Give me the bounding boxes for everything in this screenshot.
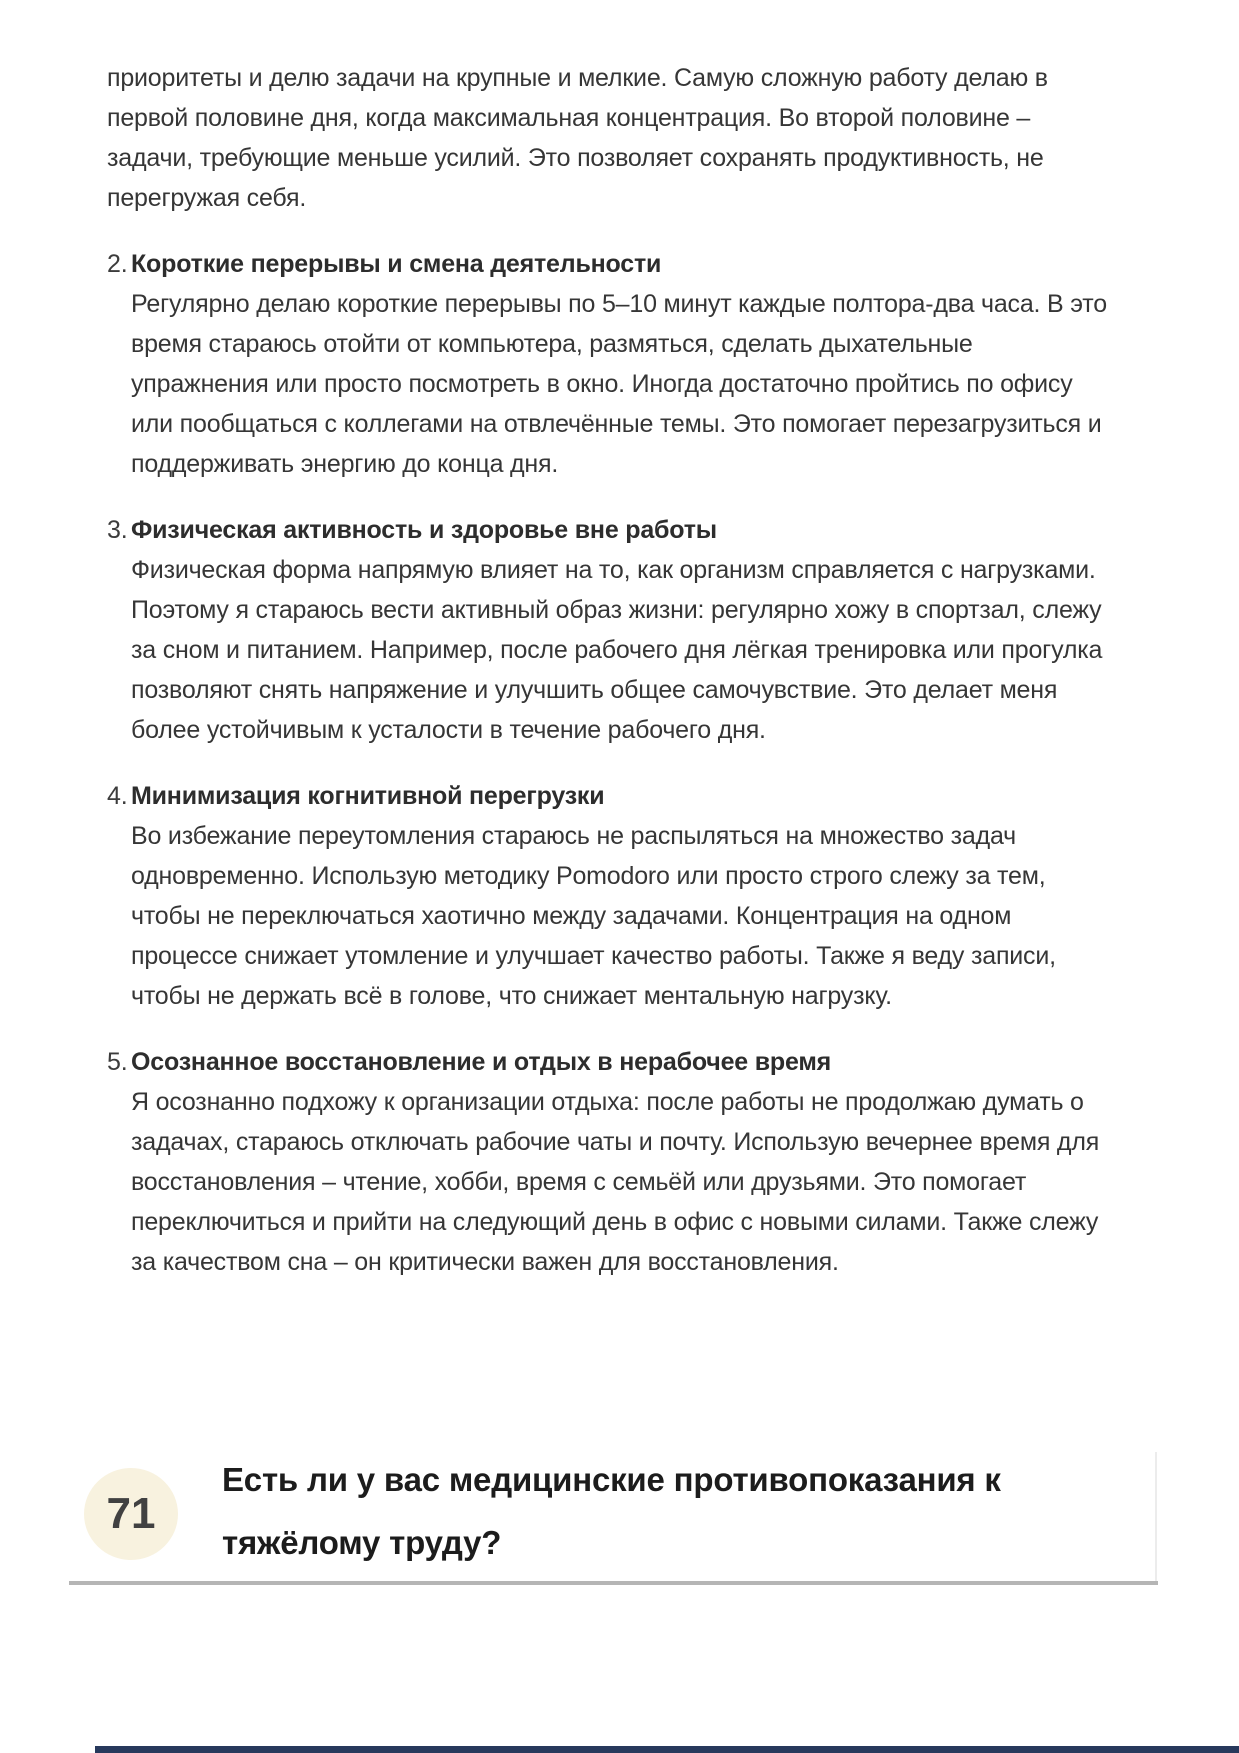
answer-text-block	[107, 58, 1115, 1282]
intro-paragraph: приоритеты и делю задачи на крупные и мелкие. Самую сложную работу делаю в первой половине дня, когда максимальная концентрация. Во второй половине – задачи, требующие меньше усилий. Это позволяет сохранять продуктивность, не перегружая себя.	[107, 64, 1048, 212]
list-item	[107, 776, 1115, 1016]
page-edge-shadow	[1155, 1452, 1157, 1581]
list-item-body: Во избежание переутомления стараюсь не распыляться на множество задач одновременно. Использую методику Pomodoro или просто строго слежу за тем, чтобы не переключаться хаотично между задачами. Концентрация на одном процессе снижает утомление и улучшает качество работы. Также я веду записи, чтобы не держать всё в голове, что снижает ментальную нагрузку.	[131, 822, 1056, 1010]
list-item-body: Я осознанно подхожу к организации отдыха: после работы не продолжаю думать о задачах, стараюсь отключать рабочие чаты и почту. Использую вечернее время для восстановления – чтение, хобби, время с семьёй или друзьями. Это помогает переключиться и прийти на следующий день в офис с новыми силами. Также слежу за качеством сна – он критически важен для восстановления.	[131, 1088, 1100, 1276]
list-item-heading	[107, 510, 1115, 550]
list-item-heading	[107, 244, 1115, 284]
list-item-body: Регулярно делаю короткие перерывы по 5–10 минут каждые полтора-два часа. В это время стараюсь отойти от компьютера, размяться, сделать дыхательные упражнения или просто посмотреть в окно. Иногда достаточно пройтись по офису или пообщаться с коллегами на отвлечённые темы. Это помогает перезагрузиться и поддерживать энергию до конца дня.	[131, 290, 1107, 478]
list-item-heading	[107, 1042, 1115, 1082]
question-divider	[69, 1581, 1158, 1585]
list-item	[107, 244, 1115, 484]
question-title: Есть ли у вас медицинские противопоказания к тяжёлому труду?	[222, 1461, 1001, 1561]
list-item	[107, 510, 1115, 750]
list-item-title: Короткие перерывы и смена деятельности	[131, 250, 662, 278]
question-number: 71	[106, 1489, 156, 1538]
list-item-heading	[107, 776, 1115, 816]
list-item-number: 4.	[107, 782, 128, 810]
list-item-title: Осознанное восстановление и отдых в нерабочее время	[131, 1048, 832, 1076]
list-item-number: 2.	[107, 250, 128, 278]
list-item	[107, 1042, 1115, 1282]
footer-accent-bar	[95, 1746, 1239, 1753]
list-item-number: 3.	[107, 516, 128, 544]
list-item-title: Минимизация когнитивной перегрузки	[131, 782, 605, 810]
list-item-body: Физическая форма напрямую влияет на то, как организм справляется с нагрузками. Поэтому я стараюсь вести активный образ жизни: регулярно хожу в спортзал, слежу за сном и питанием. Например, после рабочего дня лёгкая тренировка или прогулка позволяют снять напряжение и улучшить общее самочувствие. Это делает меня более устойчивым к усталости в течение рабочего дня.	[131, 556, 1103, 744]
list-item-number: 5.	[107, 1048, 128, 1076]
list-item-title: Физическая активность и здоровье вне работы	[131, 516, 717, 544]
question-number-badge	[84, 1468, 178, 1560]
